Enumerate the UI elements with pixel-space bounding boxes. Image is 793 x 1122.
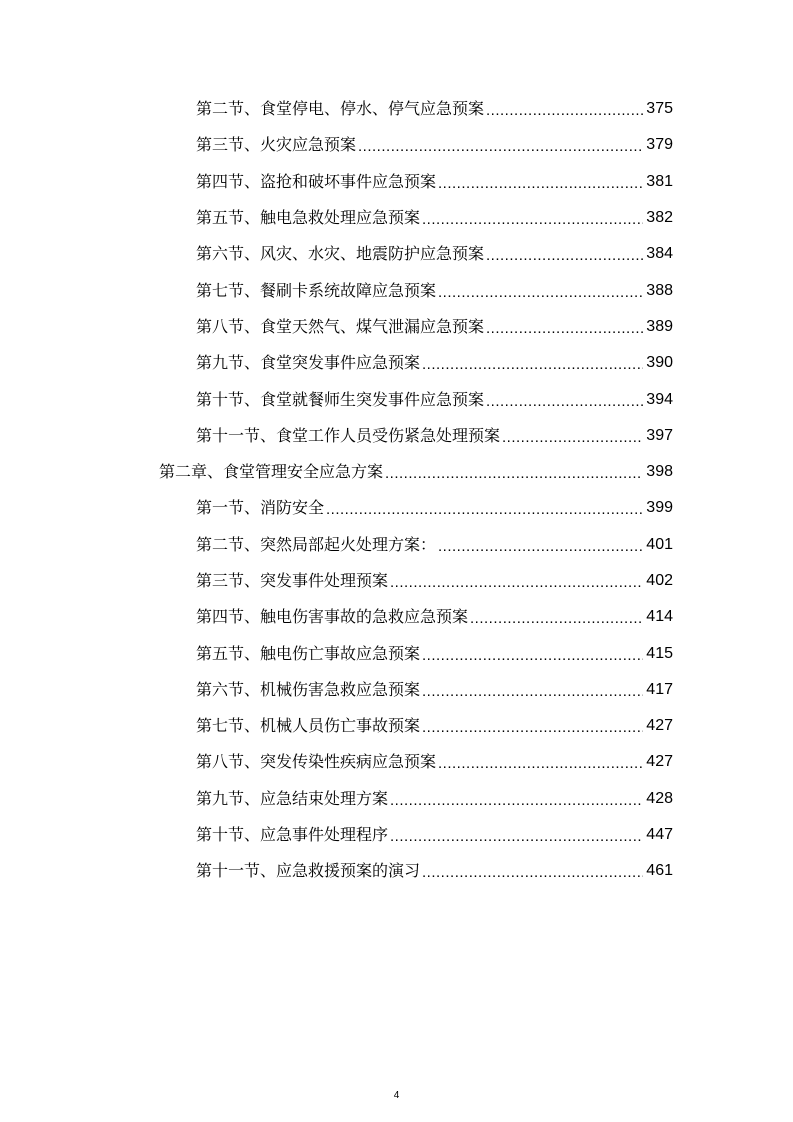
toc-section-entry[interactable] xyxy=(0,490,793,526)
toc-entry-page-number: 389 xyxy=(646,317,673,335)
toc-dot-leader xyxy=(390,573,643,593)
toc-entry-title: 第六节、风灾、水灾、地震防护应急预案 xyxy=(196,244,485,264)
toc-section-entry[interactable] xyxy=(0,708,793,744)
toc-section-entry[interactable] xyxy=(0,345,793,381)
toc-entry-page-number: 375 xyxy=(646,100,673,118)
toc-entry-title: 第十一节、应急救援预案的演习 xyxy=(196,861,421,881)
toc-dot-leader xyxy=(422,355,643,375)
toc-dot-leader xyxy=(438,283,643,303)
toc-dot-leader xyxy=(422,210,643,230)
toc-dot-leader xyxy=(470,609,643,629)
toc-section-entry[interactable] xyxy=(0,744,793,780)
toc-entry-title: 第五节、触电急救处理应急预案 xyxy=(196,208,421,228)
toc-dot-leader xyxy=(486,101,643,121)
toc-dot-leader xyxy=(438,537,643,557)
toc-entry-page-number: 390 xyxy=(646,354,673,372)
toc-entry-title: 第八节、突发传染性疾病应急预案 xyxy=(196,752,437,772)
toc-dot-leader xyxy=(438,754,643,774)
toc-dot-leader xyxy=(438,174,643,194)
toc-section-entry[interactable] xyxy=(0,781,793,817)
toc-section-entry[interactable] xyxy=(0,164,793,200)
toc-entry-title: 第一节、消防安全 xyxy=(196,498,325,518)
toc-dot-leader xyxy=(326,500,643,520)
toc-entry-page-number: 397 xyxy=(646,426,673,444)
toc-entry-page-number: 447 xyxy=(646,826,673,844)
toc-entry-title: 第十一节、食堂工作人员受伤紧急处理预案 xyxy=(196,425,501,445)
toc-entry-title: 第七节、机械人员伤亡事故预案 xyxy=(196,716,421,736)
toc-section-entry[interactable] xyxy=(0,563,793,599)
toc-entry-page-number: 394 xyxy=(646,390,673,408)
toc-section-entry[interactable] xyxy=(0,527,793,563)
toc-entry-title: 第十节、食堂就餐师生突发事件应急预案 xyxy=(196,389,485,409)
toc-entry-title: 第五节、触电伤亡事故应急预案 xyxy=(196,643,421,663)
toc-section-entry[interactable] xyxy=(0,309,793,345)
toc-entry-title: 第四节、触电伤害事故的急救应急预案 xyxy=(196,607,469,627)
toc-section-entry[interactable] xyxy=(0,91,793,127)
toc-dot-leader xyxy=(422,646,643,666)
toc-entry-title: 第七节、餐刷卡系统故障应急预案 xyxy=(196,280,437,300)
toc-entry-title: 第十节、应急事件处理程序 xyxy=(196,825,389,845)
toc-entry-page-number: 427 xyxy=(646,753,673,771)
toc-entry-title: 第九节、应急结束处理方案 xyxy=(196,788,389,808)
toc-entry-title: 第二章、食堂管理安全应急方案 xyxy=(159,462,384,482)
toc-entry-page-number: 388 xyxy=(646,281,673,299)
toc-entry-page-number: 384 xyxy=(646,245,673,263)
toc-entry-title: 第二节、食堂停电、停水、停气应急预案 xyxy=(196,99,485,119)
toc-entry-page-number: 461 xyxy=(646,862,673,880)
toc-entry-page-number: 415 xyxy=(646,644,673,662)
toc-dot-leader xyxy=(486,246,643,266)
toc-entry-title: 第九节、食堂突发事件应急预案 xyxy=(196,353,421,373)
toc-entry-title: 第八节、食堂天然气、煤气泄漏应急预案 xyxy=(196,316,485,336)
toc-dot-leader xyxy=(422,863,643,883)
toc-section-entry[interactable] xyxy=(0,127,793,163)
toc-section-entry[interactable] xyxy=(0,672,793,708)
toc-dot-leader xyxy=(390,791,643,811)
toc-dot-leader xyxy=(502,428,643,448)
toc-entry-title: 第三节、突发事件处理预案 xyxy=(196,571,389,590)
toc-dot-leader xyxy=(385,464,643,484)
toc-entry-page-number: 401 xyxy=(646,535,673,553)
toc-dot-leader xyxy=(358,137,643,157)
toc-dot-leader xyxy=(486,319,643,339)
toc-dot-leader xyxy=(390,827,643,847)
toc-entry-page-number: 417 xyxy=(646,680,673,698)
toc-section-entry[interactable] xyxy=(0,381,793,417)
toc-entry-page-number: 399 xyxy=(646,499,673,517)
toc-section-entry[interactable] xyxy=(0,272,793,308)
toc-entry-page-number: 381 xyxy=(646,172,673,190)
toc-entry-page-number: 382 xyxy=(646,209,673,227)
toc-section-entry[interactable] xyxy=(0,236,793,272)
toc-entry-title: 第二节、突然局部起火处理方案： xyxy=(196,534,437,554)
toc-entry-page-number: 414 xyxy=(646,608,673,626)
toc-section-entry[interactable] xyxy=(0,853,793,889)
toc-entry-page-number: 379 xyxy=(646,136,673,154)
toc-entry-title: 第四节、盗抢和破坏事件应急预案 xyxy=(196,171,437,191)
toc-chapter-entry[interactable] xyxy=(0,454,793,490)
toc-section-entry[interactable] xyxy=(0,200,793,236)
page-number: 4 xyxy=(393,1090,400,1101)
table-of-contents xyxy=(0,91,793,890)
toc-entry-page-number: 402 xyxy=(646,572,673,589)
toc-entry-page-number: 427 xyxy=(646,717,673,735)
toc-section-entry[interactable] xyxy=(0,599,793,635)
toc-section-entry[interactable] xyxy=(0,418,793,454)
toc-dot-leader xyxy=(486,392,643,412)
toc-section-entry[interactable] xyxy=(0,817,793,853)
toc-entry-title: 第六节、机械伤害急救应急预案 xyxy=(196,679,421,699)
toc-entry-page-number: 398 xyxy=(646,463,673,481)
toc-section-entry[interactable] xyxy=(0,635,793,671)
toc-dot-leader xyxy=(422,682,643,702)
toc-dot-leader xyxy=(422,718,643,738)
toc-entry-title: 第三节、火灾应急预案 xyxy=(196,135,357,155)
toc-entry-page-number: 428 xyxy=(646,789,673,807)
